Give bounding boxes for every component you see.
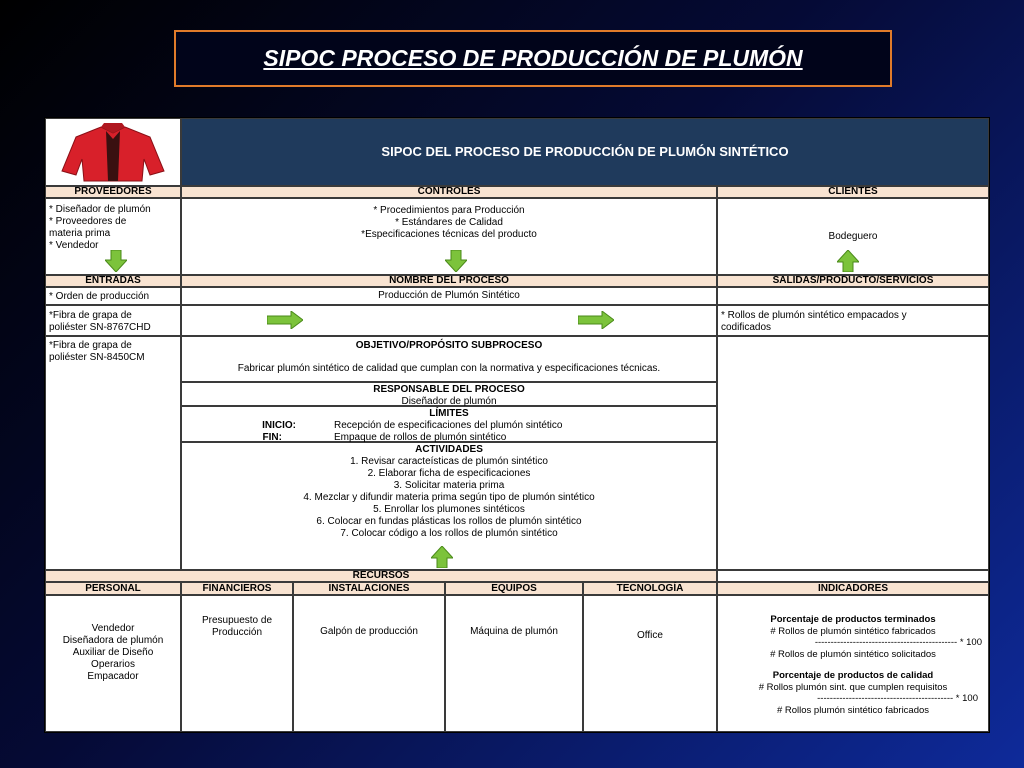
arrow-up-icon [837,250,859,272]
salidas-empty [717,336,989,570]
financieros-item: Presupuesto de [201,615,273,626]
salida-line: codificados [721,322,772,333]
indicador-1-title: Porcentaje de productos terminados [770,614,936,625]
responsable-cell [181,382,717,406]
actividad-item: 7. Colocar código a los rollos de plumón sintético [340,528,558,539]
clientes-header: CLIENTES [717,186,989,198]
actividad-item: 2. Elaborar ficha de especificaciones [367,468,531,479]
indicador-2-denominator: # Rollos plumón sintético fabricados [776,704,930,716]
indicador-2-title: Porcentaje de productos de calidad [772,670,934,681]
slide-title: SIPOC PROCESO DE PRODUCCIÓN DE PLUMÓN [263,45,803,71]
indicador-2-divider: ------------------------------------------- * 100 [817,693,978,704]
objetivo-value: Fabricar plumón sintético de calidad que cumplan con la normativa y especificaciones técnicas. [237,363,661,374]
actividad-item: 6. Colocar en fundas plásticas los rollos de plumón sintético [316,516,582,527]
fin-value: Empaque de rollos de plumón sintético [334,432,507,443]
salidas-blank [717,287,989,305]
indicadores-cell [717,595,989,732]
control-line: *Especificaciones técnicas del producto [361,229,537,240]
recursos-header: RECURSOS [45,570,717,582]
tecnologia-cell [583,595,717,732]
arrow-up-icon [431,546,453,568]
entrada-line: * Orden de producción [49,291,150,302]
control-line: * Estándares de Calidad [395,217,503,228]
inicio-label: INICIO: [262,420,296,431]
limites-label: LÍMITES [429,408,469,419]
arrow-down-icon [105,250,127,272]
process-arrow-row [181,305,717,336]
responsable-label: RESPONSABLE DEL PROCESO [373,384,525,395]
personal-item: Empacador [87,671,139,682]
actividades-label: ACTIVIDADES [415,444,483,455]
proveedor-line: * Proveedores de [49,216,127,227]
equipos-header: EQUIPOS [445,582,583,595]
financieros-item: Producción [211,627,263,638]
actividad-item: 4. Mezclar y difundir materia prima según tipo de plumón sintético [303,492,595,503]
personal-item: Auxiliar de Diseño [72,647,154,658]
control-line: * Procedimientos para Producción [373,205,525,216]
controles-header: CONTROLES [181,186,717,198]
proveedores-header: PROVEEDORES [45,186,181,198]
proveedor-line: materia prima [49,228,111,239]
sipoc-sheet [44,117,990,733]
actividad-item: 1. Revisar caracteísticas de plumón sintético [350,456,548,467]
arrow-right-icon [267,311,303,329]
actividad-item: 5. Enrollar los plumones sintéticos [373,504,525,515]
personal-item: Operarios [91,659,135,670]
personal-header: PERSONAL [45,582,181,595]
entrada-line: *Fibra de grapa de [49,340,132,351]
arrow-down-icon [445,250,467,272]
inicio-value: Recepción de especificaciones del plumón sintético [334,420,563,431]
nombre-proceso-cell [181,287,717,305]
tecnologia-header: TECNOLOGÍA [583,582,717,595]
equipos-value: Máquina de plumón [470,626,558,637]
jacket-image [45,118,181,186]
indicador-1-numerator: # Rollos de plumón sintético fabricados [770,625,936,637]
instalaciones-header: INSTALACIONES [293,582,445,595]
proveedor-line: * Diseñador de plumón [49,204,151,215]
entrada-fibra-2 [45,336,181,570]
proveedor-line: * Vendedor [49,240,99,251]
tecnologia-value: Office [637,630,663,641]
limites-cell [181,406,717,442]
equipos-cell [445,595,583,732]
salidas-cell [717,305,989,336]
indicador-1-divider: --------------------------------------------- * 100 [814,637,982,648]
indicador-2-numerator: # Rollos plumón sint. que cumplen requisitos [758,681,948,693]
indicador-1-denominator: # Rollos de plumón sintético solicitados [770,648,936,660]
entrada-line: poliéster SN-8450CM [49,352,145,363]
slide-title-box [174,30,892,87]
indicadores-header: INDICADORES [717,582,989,595]
sipoc-header-title: SIPOC DEL PROCESO DE PRODUCCIÓN DE PLUMÓN SINTÉTICO [181,118,989,186]
entrada-fibra-1 [45,305,181,336]
instalaciones-value: Galpón de producción [320,626,418,637]
responsable-value: Diseñador de plumón [401,396,497,407]
red-jacket-icon [46,119,180,185]
personal-cell [45,595,181,732]
personal-item: Vendedor [91,623,135,634]
entrada-orden [45,287,181,305]
entrada-line: *Fibra de grapa de [49,310,132,321]
entrada-line: poliéster SN-8767CHD [49,322,151,333]
financieros-header: FINANCIEROS [181,582,293,595]
salida-line: * Rollos de plumón sintético empacados y [721,310,907,321]
recursos-blank [717,570,989,582]
cliente-value: Bodeguero [828,230,878,242]
nombre-proceso-header: NOMBRE DEL PROCESO [181,275,717,287]
objetivo-cell [181,336,717,382]
instalaciones-cell [293,595,445,732]
nombre-proceso-value: Producción de Plumón Sintético [378,290,520,301]
financieros-cell [181,595,293,732]
actividad-item: 3. Solicitar materia prima [393,480,505,491]
objetivo-label: OBJETIVO/PROPÓSITO SUBPROCESO [355,340,543,351]
fin-label: FIN: [262,432,282,443]
personal-item: Diseñadora de plumón [62,635,164,646]
salidas-header: SALIDAS/PRODUCTO/SERVICIOS [717,275,989,287]
entradas-header: ENTRADAS [45,275,181,287]
arrow-right-icon [578,311,614,329]
